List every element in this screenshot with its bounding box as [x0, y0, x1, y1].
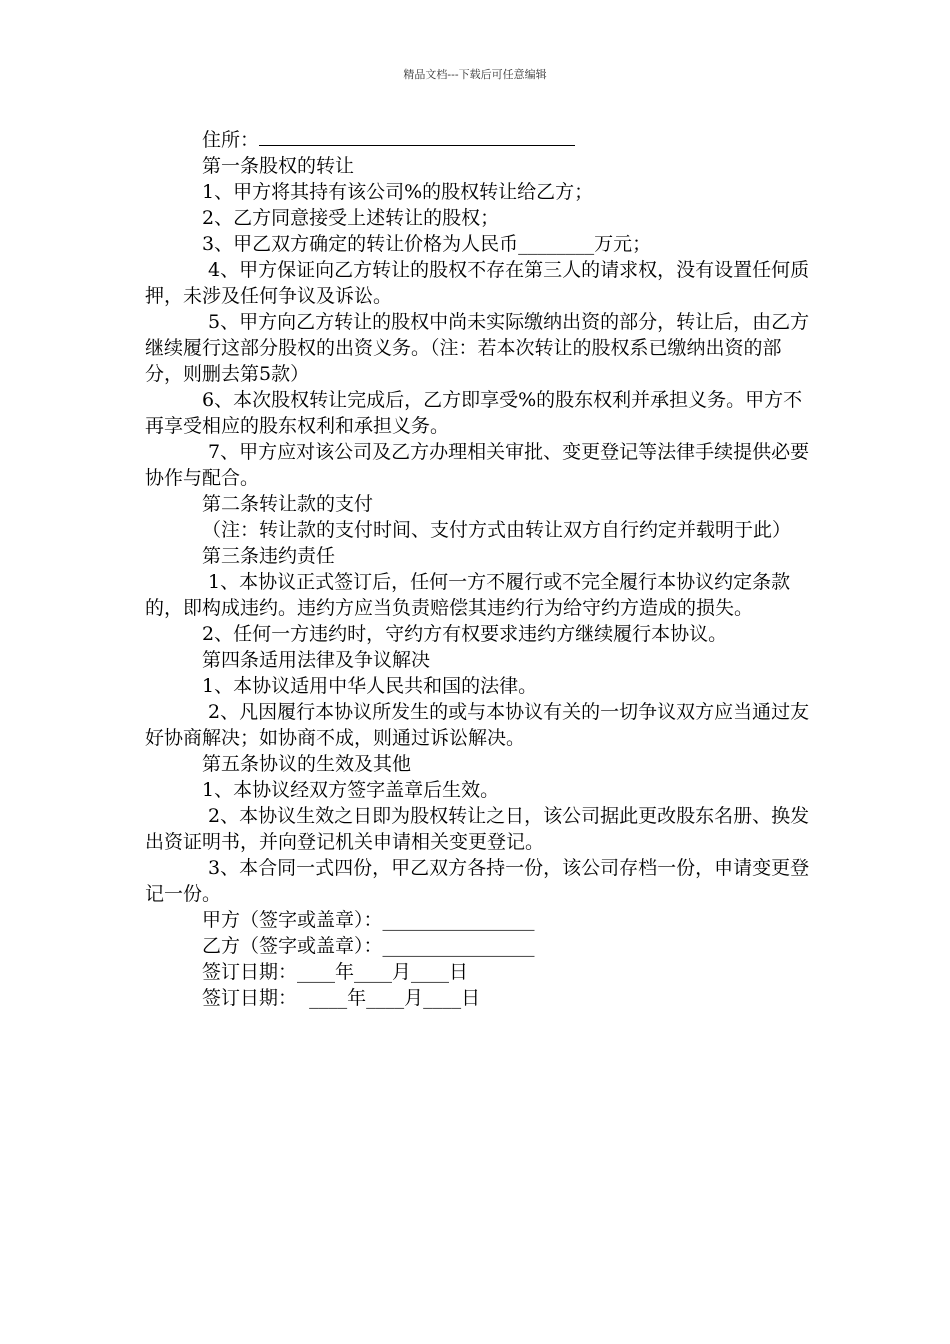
address-label: 住所：: [202, 129, 260, 151]
section3-title: 第三条违约责任: [202, 545, 336, 567]
signing-date: 签订日期：____年____月____日: [202, 961, 469, 983]
section1-title: 第一条股权的转让: [202, 155, 355, 177]
section1-item: 7、甲方应对该公司及乙方办理相关审批、变更登记等法律手续提供必要协作与配合。: [145, 441, 810, 489]
section4-item: 1、本协议适用中华人民共和国的法律。: [202, 675, 538, 697]
section5-title: 第五条协议的生效及其他: [202, 753, 412, 775]
address-line: [145, 127, 810, 153]
section3-item: 2、任何一方违约时，守约方有权要求违约方继续履行本协议。: [202, 623, 728, 645]
section1-item: 2、乙方同意接受上述转让的股权；: [202, 207, 500, 229]
section5-item: 2、本协议生效之日即为股权转让之日，该公司据此更改股东名册、换发出资证明书，并向登记机关申请相关变更登记。: [145, 805, 810, 853]
section1-item: 6、本次股权转让完成后，乙方即享受%的股东权利并承担义务。甲方不再享受相应的股东权利和承担义务。: [145, 389, 803, 437]
section5-item: 1、本协议经双方签字盖章后生效。: [202, 779, 500, 801]
section1-item: 4、甲方保证向乙方转让的股权不存在第三人的请求权，没有设置任何质押，未涉及任何争议及诉讼。: [145, 259, 810, 307]
section1-item: 5、甲方向乙方转让的股权中尚未实际缴纳出资的部分，转让后，由乙方继续履行这部分股权的出资义务。（注：若本次转让的股权系已缴纳出资的部分，则删去第5款）: [145, 311, 810, 385]
contract-body: [145, 127, 810, 1011]
section4-item: 2、凡因履行本协议所发生的或与本协议有关的一切争议双方应当通过友好协商解决；如协商不成，则通过诉讼解决。: [145, 701, 810, 749]
section2-item: （注：转让款的支付时间、支付方式由转让双方自行约定并载明于此）: [202, 519, 792, 541]
section2-title: 第二条转让款的支付: [202, 493, 374, 515]
section1-item: 1、甲方将其持有该公司%的股权转让给乙方；: [202, 181, 594, 203]
page-header: 精品文档---下载后可任意编辑: [403, 68, 547, 81]
section5-item: 3、本合同一式四份，甲乙双方各持一份，该公司存档一份，申请变更登记一份。: [145, 857, 810, 905]
address-blank: [259, 127, 575, 146]
section3-item: 1、本协议正式签订后，任何一方不履行或不完全履行本协议约定条款的，即构成违约。违约方应当负责赔偿其违约行为给守约方造成的损失。: [145, 571, 791, 619]
signing-date: 签订日期： ____年____月____日: [202, 987, 481, 1009]
section1-item: 3、甲乙双方确定的转让价格为人民币________万元；: [202, 233, 652, 255]
party-b-signature: 乙方（签字或盖章）：________________: [202, 935, 535, 957]
section4-title: 第四条适用法律及争议解决: [202, 649, 431, 671]
party-a-signature: 甲方（签字或盖章）：________________: [202, 909, 535, 931]
